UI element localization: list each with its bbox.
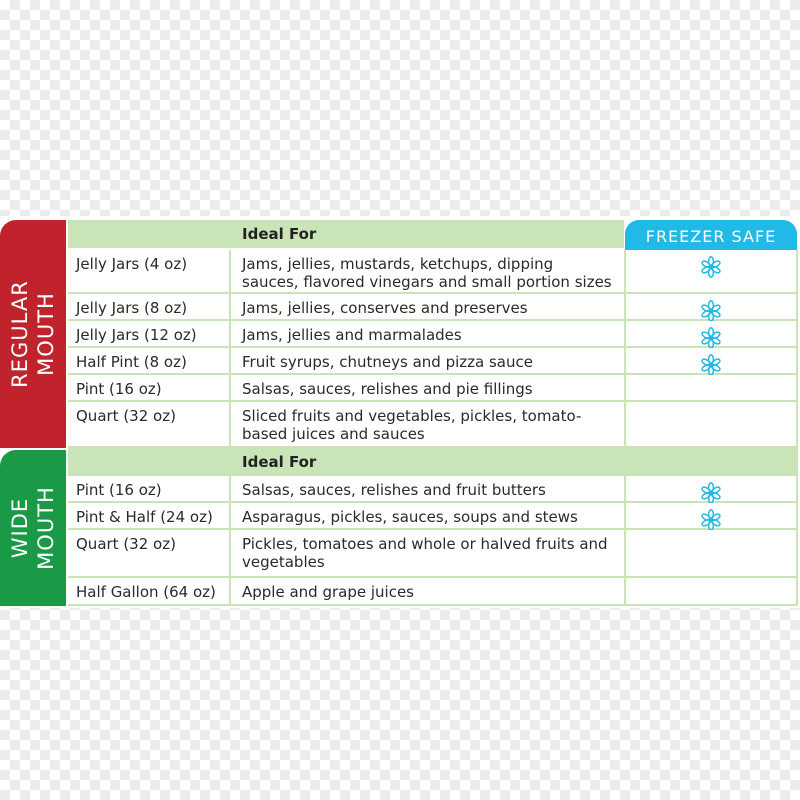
regular-label-line1: REGULAR bbox=[8, 280, 32, 388]
ideal-for: Asparagus, pickles, sauces, soups and stews bbox=[231, 503, 626, 530]
snowflake-icon bbox=[700, 482, 722, 504]
table-row bbox=[68, 578, 798, 606]
table-row bbox=[68, 375, 798, 402]
wide-header bbox=[68, 448, 798, 476]
canning-jar-chart bbox=[0, 216, 800, 608]
table-row bbox=[68, 348, 798, 375]
snowflake-icon bbox=[700, 509, 722, 531]
wide-label-line1: WIDE bbox=[8, 497, 33, 559]
regular-header bbox=[68, 220, 624, 248]
freezer-cell bbox=[626, 503, 798, 530]
jar-size: Half Gallon (64 oz) bbox=[68, 578, 231, 606]
jar-size: Jelly Jars (12 oz) bbox=[68, 321, 231, 348]
ideal-for: Apple and grape juices bbox=[231, 578, 626, 606]
jar-size: Jelly Jars (8 oz) bbox=[68, 294, 231, 321]
jar-size: Half Pint (8 oz) bbox=[68, 348, 231, 375]
table-row bbox=[68, 476, 798, 503]
ideal-for: Sliced fruits and vegetables, pickles, tomato-based juices and sauces bbox=[231, 402, 626, 448]
snowflake-icon bbox=[700, 300, 722, 322]
freezer-cell bbox=[626, 578, 798, 606]
ideal-for: Pickles, tomatoes and whole or halved fruits and vegetables bbox=[231, 530, 626, 578]
freezer-safe-header: FREEZER SAFE bbox=[625, 220, 797, 253]
freezer-cell bbox=[626, 375, 798, 402]
table-row bbox=[68, 294, 798, 321]
regular-label-line2: MOUTH bbox=[34, 292, 58, 376]
regular-mouth-label bbox=[0, 220, 66, 448]
jar-size: Pint (16 oz) bbox=[68, 476, 231, 503]
wide-ideal-for-heading: Ideal For bbox=[242, 453, 317, 471]
table-row bbox=[68, 530, 798, 578]
jar-size: Quart (32 oz) bbox=[68, 402, 231, 448]
regular-ideal-for-heading: Ideal For bbox=[242, 225, 317, 243]
freezer-cell bbox=[626, 321, 798, 348]
snowflake-icon bbox=[700, 327, 722, 349]
jar-size: Pint & Half (24 oz) bbox=[68, 503, 231, 530]
freezer-cell bbox=[626, 476, 798, 503]
snowflake-icon bbox=[700, 354, 722, 376]
ideal-for: Salsas, sauces, relishes and pie fillings bbox=[231, 375, 626, 402]
wide-mouth-label bbox=[0, 450, 66, 606]
table-row bbox=[68, 503, 798, 530]
jar-size: Pint (16 oz) bbox=[68, 375, 231, 402]
table-row bbox=[68, 402, 798, 448]
freezer-cell bbox=[626, 402, 798, 448]
table-row bbox=[68, 250, 798, 294]
ideal-for: Jams, jellies, conserves and preserves bbox=[231, 294, 626, 321]
ideal-for: Fruit syrups, chutneys and pizza sauce bbox=[231, 348, 626, 375]
table-row bbox=[68, 321, 798, 348]
snowflake-icon bbox=[700, 256, 722, 278]
freezer-cell bbox=[626, 250, 798, 294]
freezer-cell bbox=[626, 530, 798, 578]
freezer-cell bbox=[626, 348, 798, 375]
wide-label-line2: MOUTH bbox=[34, 486, 59, 570]
freezer-cell bbox=[626, 294, 798, 321]
ideal-for: Jams, jellies, mustards, ketchups, dipping sauces, flavored vinegars and small portion sizes bbox=[231, 250, 626, 294]
ideal-for: Jams, jellies and marmalades bbox=[231, 321, 626, 348]
jar-size: Quart (32 oz) bbox=[68, 530, 231, 578]
jar-size: Jelly Jars (4 oz) bbox=[68, 250, 231, 294]
ideal-for: Salsas, sauces, relishes and fruit butters bbox=[231, 476, 626, 503]
